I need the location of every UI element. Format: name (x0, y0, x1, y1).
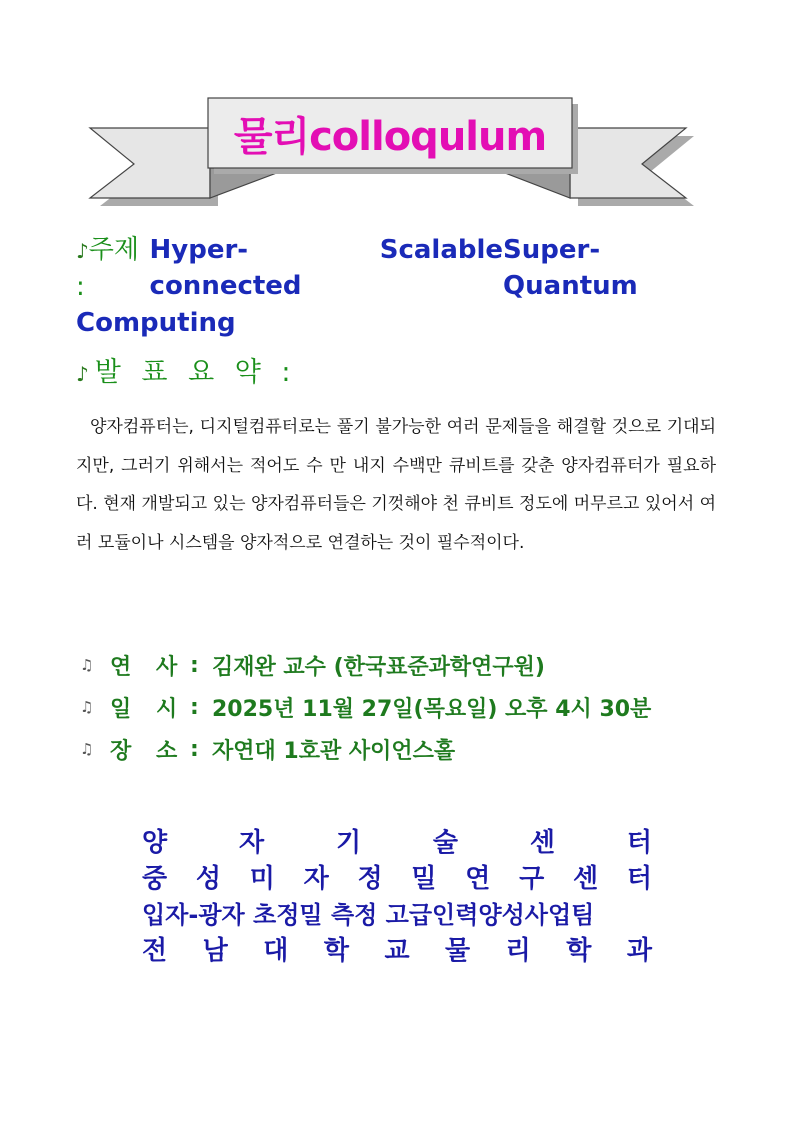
organizer-line-3 (142, 894, 652, 930)
organizer-char: 터 (626, 863, 652, 894)
organizer-char: 남 (202, 935, 228, 966)
organizer-char: 터 (626, 827, 652, 858)
summary-body (76, 408, 716, 562)
detail-key: 장 (110, 738, 132, 764)
subject-word: Scalable (379, 235, 504, 265)
subject-label: 주제 : (76, 235, 139, 302)
detail-colon: : (190, 652, 199, 678)
organizer-char: 정 (357, 863, 383, 894)
organizer-char: 센 (529, 827, 555, 858)
organizer-char: 과 (626, 935, 652, 966)
organizer-char: 전 (142, 935, 168, 966)
detail-row-place (80, 730, 720, 768)
organizer-char: 기 (335, 827, 362, 858)
detail-key: 연 (110, 654, 132, 680)
music-note-icon: ♫ (80, 698, 94, 716)
organizer-char: 자 (238, 827, 265, 858)
detail-value: 김재완 교수 (한국표준과학연구원) (212, 654, 545, 680)
organizer-char: 밀 (411, 863, 437, 894)
detail-value: 2025년 11월 27일(목요일) 오후 4시 30분 (212, 696, 652, 722)
organizer-char: 양 (142, 827, 168, 858)
organizer-char: 센 (573, 863, 599, 894)
organizer-char: 교 (384, 935, 410, 966)
summary-heading (76, 350, 716, 389)
organizer-char: 중 (142, 863, 168, 894)
detail-key: 소 (156, 738, 178, 764)
subject-word: Super-Quantum (503, 235, 638, 301)
music-note-icon: ♫ (80, 656, 94, 674)
detail-row-datetime (80, 688, 720, 726)
subject-word: Hyper-connected (149, 235, 302, 301)
detail-value: 자연대 1호관 사이언스홀 (212, 738, 456, 764)
detail-key: 사 (156, 654, 178, 680)
organizer-char: 구 (519, 863, 545, 894)
organizer-char: 물 (445, 935, 471, 966)
detail-key: 일 (110, 696, 132, 722)
organizer-char: 학 (566, 935, 592, 966)
detail-colon: : (190, 736, 199, 762)
summary-text: 양자컴퓨터는, 디지털컴퓨터로는 풀기 불가능한 여러 문제들을 해결할 것으로 기대되지만, 그러기 위해서는 적어도 수 만 내지 수백만 큐비트를 갖춘 양자컴퓨터가 필요하다. 현재 개발되고 있는 양자컴퓨터들은 기껏해야 천 큐비트 정도에 머무르고 있어서 여러 모듈이나 시스템을 양자적으로 연결하는 것이 필수적이다. (76, 417, 716, 553)
organizer-char: 학 (323, 935, 349, 966)
banner-title: 물리colloqulum (233, 113, 547, 160)
organizer-char: 자 (303, 863, 329, 894)
subject-block (76, 232, 716, 341)
organizer-line-2 (142, 858, 652, 894)
subject-line2: Computing (76, 308, 236, 338)
detail-colon: : (190, 694, 199, 720)
organizer-line-4 (142, 930, 652, 966)
music-note-icon: ♪ (76, 239, 89, 263)
organizer-text: 입자-광자 초정밀 측정 고급인력양성사업팀 (142, 900, 595, 929)
organizer-char: 술 (432, 827, 459, 858)
music-note-icon: ♫ (80, 740, 94, 758)
organizer-char: 대 (263, 935, 289, 966)
summary-title: 발 표 요 약 : (94, 357, 297, 388)
organizer-char: 미 (249, 863, 275, 894)
organizer-line-1 (142, 822, 652, 858)
organizer-char: 리 (505, 935, 531, 966)
organizer-char: 연 (465, 863, 491, 894)
detail-key: 시 (156, 696, 178, 722)
organizer-char: 성 (195, 863, 221, 894)
detail-row-speaker (80, 646, 720, 684)
music-note-icon: ♪ (76, 362, 95, 386)
